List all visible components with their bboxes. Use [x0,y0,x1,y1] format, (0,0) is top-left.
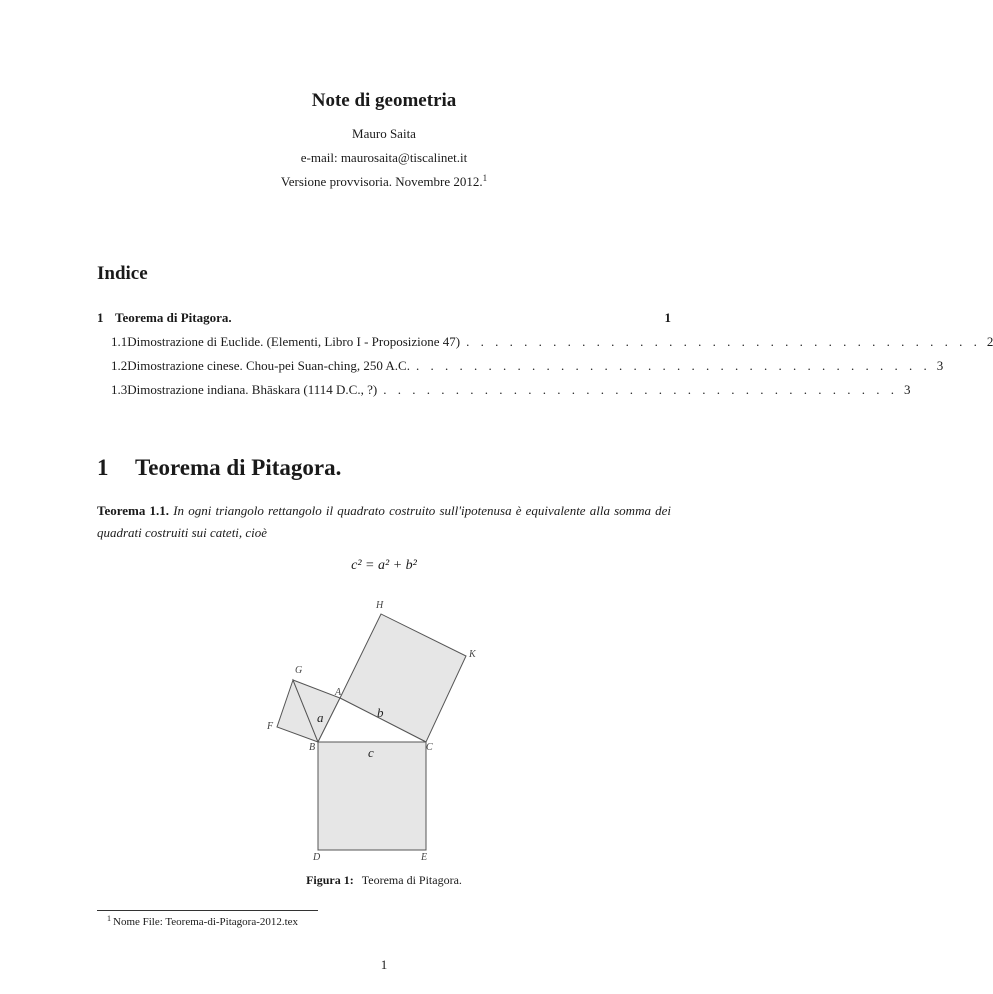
toc-entry-subsection-1-1[interactable] [97,334,993,350]
label-E: E [421,852,428,863]
document-title: Note di geometria [311,90,457,111]
toc-entry-page: 2 [986,334,993,349]
label-a: a [317,710,324,725]
label-c: c [368,745,374,760]
figure-caption-text: Teorema di Pitagora. [361,873,462,887]
label-H: H [376,600,384,611]
toc-entry-title: Dimostrazione di Euclide. (Elementi, Libro I - Proposizione 47) [127,334,461,349]
toc-entry-title: Dimostrazione indiana. Bhāskara (1114 D.C., ?) [127,382,378,397]
section-number: 1 [97,455,109,480]
toc-leader: . . . . . . . . . . . . . . . . . . . . . . . . . . . . . . . . . . . . [415,358,931,373]
toc-entry-subsection-1-2[interactable] [97,358,944,374]
label-K: K [469,649,476,660]
footnote-mark: 1 [107,914,111,923]
label-B: B [309,742,316,753]
section-title: Teorema di Pitagora. [135,455,342,480]
label-b: b [377,705,384,720]
author-name: Mauro Saita [352,126,416,141]
page-number: 1 [380,957,388,972]
toc-entry-number: 1.2 [111,358,128,373]
author-email: e-mail: maurosaita@tiscalinet.it [300,150,468,165]
toc-entry-number: 1 [97,310,104,325]
version-line [0,174,768,190]
theorem-block [97,500,671,544]
toc-entry-section-1[interactable] [97,310,671,326]
footnote [107,916,298,928]
version-text: Versione provvisoria. Novembre 2012. [280,174,483,189]
toc-entry-title: Dimostrazione cinese. Chou-pei Suan-ching, 250 A.C. [127,358,410,373]
pythagorean-formula: c² = a² + b² [351,558,417,573]
toc-entry-page: 1 [664,310,671,325]
figure-caption-label: Figura 1: [306,873,354,887]
pythagoras-figure [250,592,520,872]
theorem-label: Teorema 1.1. [97,503,170,518]
toc-entry-number: 1.1 [111,334,128,349]
label-G: G [295,665,303,676]
figure-caption [0,873,768,888]
toc-entry-subsection-1-3[interactable] [97,382,911,398]
toc-entry-page: 3 [903,382,911,397]
toc-entry-number: 1.3 [111,382,128,397]
label-D: D [313,852,321,863]
theorem-text: In ogni triangolo rettangolo il quadrato costruito sull'ipotenusa è equivalente alla somma dei quadrati costruiti sui cateti, cioè [97,503,671,540]
footnote-rule [97,910,318,911]
label-C: C [426,742,433,753]
toc-leader: . . . . . . . . . . . . . . . . . . . . . . . . . . . . . . . . . . . . [383,382,898,397]
toc-entry-title: Teorema di Pitagora. [115,310,232,325]
footnote-mark: 1 [482,173,488,183]
section-heading [97,455,341,481]
toc-heading: Indice [97,263,148,284]
footnote-text: Nome File: Teorema-di-Pitagora-2012.tex [113,916,299,928]
toc-entry-page: 3 [936,358,944,373]
toc-leader: . . . . . . . . . . . . . . . . . . . . . . . . . . . . . . . . . . . . [466,334,981,349]
label-A: A [335,687,342,698]
label-F: F [267,721,274,732]
